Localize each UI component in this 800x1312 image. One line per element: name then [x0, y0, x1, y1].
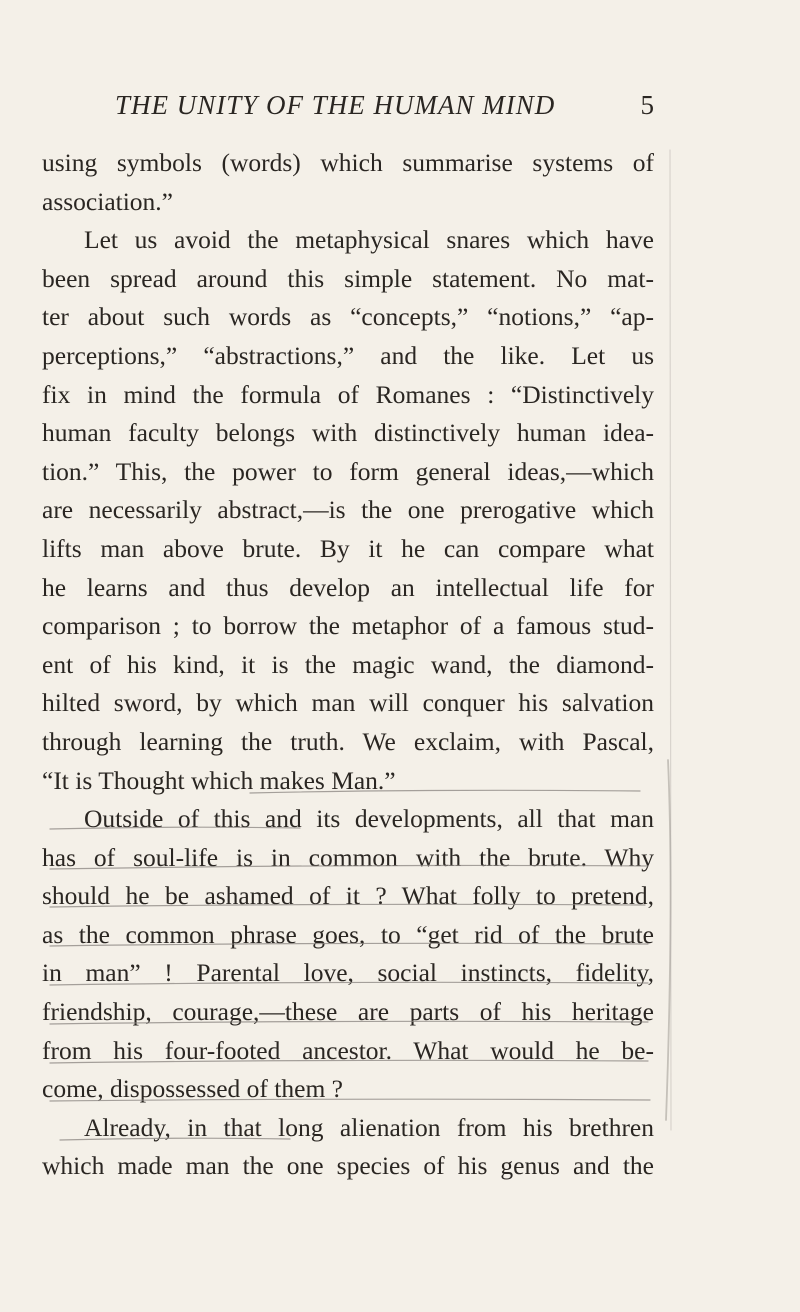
text-line: fix in mind the formula of Romanes : “Distinctively: [42, 379, 654, 409]
text-line: lifts man above brute. By it he can compare what: [42, 533, 654, 563]
page-number: 5: [640, 90, 655, 120]
text-line: association.”: [42, 186, 173, 216]
text-line: which made man the one species of his genus and the: [42, 1151, 654, 1181]
text-line: friendship, courage,—these are parts of his heritage: [42, 997, 654, 1027]
text-line: in man” ! Parental love, social instincts, fidelity,: [42, 958, 654, 988]
margin-bracket: [670, 150, 671, 1130]
text-line: ent of his kind, it is the magic wand, the diamond-: [42, 649, 654, 679]
text-line: tion.” This, the power to form general ideas,—which: [42, 456, 654, 486]
running-title: THE UNITY OF THE HUMAN MIND: [115, 90, 556, 120]
text-line: using symbols (words) which summarise systems of: [42, 148, 654, 177]
text-line: should he be ashamed of it ? What folly to pretend,: [42, 881, 654, 911]
text-line: he learns and thus develop an intellectual life for: [42, 572, 654, 602]
text-line: hilted sword, by which man will conquer his salvation: [42, 688, 654, 718]
text-line: as the common phrase goes, to “get rid of the brute: [42, 919, 654, 949]
text-line: has of soul-life is in common with the brute. Why: [42, 842, 654, 872]
text-line: human faculty belongs with distinctively human idea-: [42, 418, 654, 448]
text-line: been spread around this simple statement. No mat-: [42, 263, 654, 293]
text-line: are necessarily abstract,—is the one prerogative which: [42, 495, 654, 525]
text-line: through learning the truth. We exclaim, with Pascal,: [42, 726, 654, 756]
text-line: Let us avoid the metaphysical snares which have: [84, 225, 654, 255]
text-line: perceptions,” “abstractions,” and the like. Let us: [42, 340, 654, 370]
text-line: come, dispossessed of them ?: [42, 1074, 343, 1104]
page-header: [115, 90, 655, 130]
text-line: “It is Thought which makes Man.”: [42, 765, 396, 795]
margin-bracket: [666, 760, 671, 1120]
text-line: ter about such words as “concepts,” “notions,” “ap-: [42, 302, 654, 332]
body-text: [42, 144, 654, 1186]
text-line: from his four-footed ancestor. What would he be-: [42, 1035, 654, 1065]
text-line: comparison ; to borrow the metaphor of a famous stud-: [42, 611, 654, 641]
text-line: Outside of this and its developments, all that man: [84, 804, 654, 834]
text-line: Already, in that long alienation from his brethren: [84, 1112, 654, 1142]
